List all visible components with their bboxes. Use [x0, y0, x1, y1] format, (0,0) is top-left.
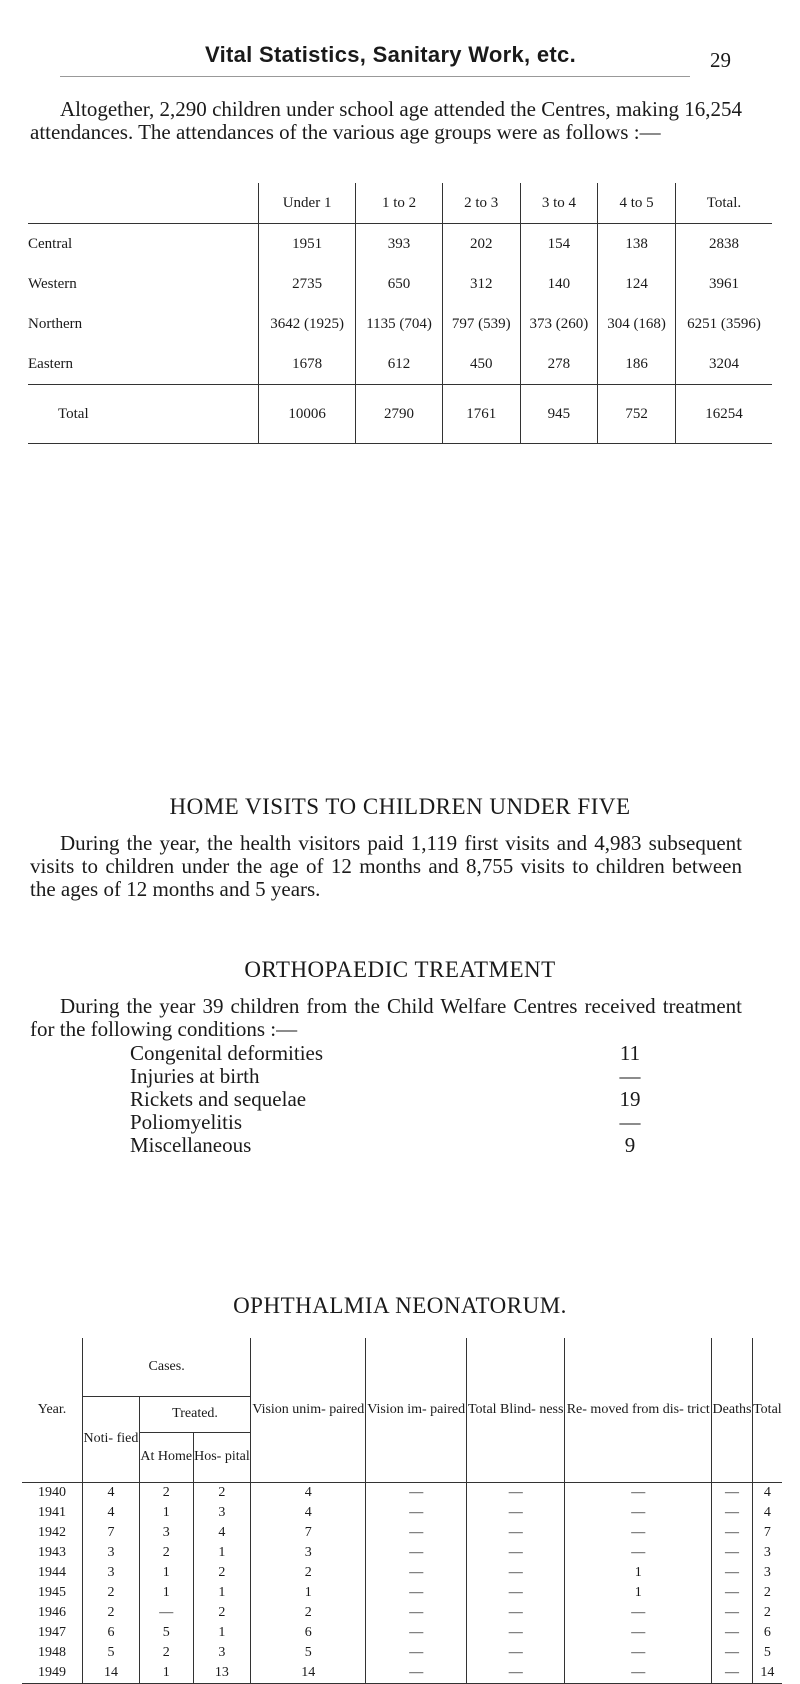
cell: 1 — [565, 1563, 712, 1583]
cell: 2 — [83, 1583, 140, 1603]
cell: 373 (260) — [520, 304, 598, 344]
treated-header: Treated. — [139, 1396, 250, 1432]
col-header: Under 1 — [259, 183, 356, 224]
cell: — — [467, 1563, 565, 1583]
cell: — — [366, 1543, 467, 1563]
cell: 3 — [83, 1543, 140, 1563]
intro-paragraph: Altogether, 2,290 children under school age attended the Centres, making 16,254 attendances. The attendances of the various age groups were as follows :— — [30, 97, 742, 144]
cell: — — [467, 1523, 565, 1543]
ophthalmia-title: OPHTHALMIA NEONATORUM. — [233, 1293, 567, 1318]
total-cell: 16254 — [675, 385, 772, 444]
cell: 6 — [83, 1623, 140, 1643]
header-rule — [60, 76, 690, 77]
cell: — — [467, 1543, 565, 1563]
table-row — [22, 1663, 782, 1684]
cell: — — [467, 1503, 565, 1523]
cell: 4 — [752, 1503, 782, 1523]
cell: — — [366, 1482, 467, 1503]
cell: 4 — [83, 1482, 140, 1503]
cell: 5 — [752, 1643, 782, 1663]
cell: 14 — [83, 1663, 140, 1684]
cell: 1 — [193, 1543, 251, 1563]
cell: 3 — [752, 1563, 782, 1583]
cell: 1940 — [38, 1484, 66, 1500]
deaths-header: Deaths — [712, 1338, 753, 1482]
cell: — — [712, 1603, 753, 1623]
cell: 6251 (3596) — [675, 304, 772, 344]
cell: — — [139, 1603, 193, 1623]
cell: 140 — [520, 264, 598, 304]
cell: — — [712, 1543, 753, 1563]
cell: 4 — [193, 1523, 251, 1543]
cell: 2735 — [259, 264, 356, 304]
table-row — [22, 1583, 782, 1603]
table-row — [22, 1643, 782, 1663]
total-cell: 752 — [598, 385, 676, 444]
condition-name: Injuries at birth — [130, 1064, 260, 1088]
cell: 3 — [251, 1543, 366, 1563]
cell: — — [712, 1643, 753, 1663]
cell: 186 — [598, 344, 676, 385]
col-header: 3 to 4 — [520, 183, 598, 224]
table-row — [22, 1543, 782, 1563]
cell: — — [366, 1523, 467, 1543]
table-row — [22, 1503, 782, 1523]
cell: 14 — [251, 1663, 366, 1684]
cell: — — [467, 1583, 565, 1603]
total-label: Total — [28, 385, 259, 444]
cell: 1941 — [38, 1504, 66, 1520]
cell: 2 — [752, 1603, 782, 1623]
cell: 14 — [752, 1663, 782, 1684]
at-home-header: At Home — [139, 1432, 193, 1482]
cell: 2 — [139, 1543, 193, 1563]
cell: — — [366, 1583, 467, 1603]
cell: 2838 — [675, 224, 772, 265]
cell: 7 — [752, 1523, 782, 1543]
cell: — — [467, 1663, 565, 1684]
hospital-header: Hos- pital — [193, 1432, 251, 1482]
cell: — — [565, 1503, 712, 1523]
total-cell: 2790 — [356, 385, 443, 444]
cell: — — [565, 1543, 712, 1563]
cell: — — [467, 1623, 565, 1643]
year-header: Year. — [22, 1338, 83, 1482]
total-cell: 945 — [520, 385, 598, 444]
cell: 1944 — [38, 1564, 66, 1580]
condition-name: Miscellaneous — [130, 1133, 252, 1157]
cell: 1 — [193, 1623, 251, 1643]
cell: — — [712, 1623, 753, 1643]
cell: — — [366, 1643, 467, 1663]
cell: 2 — [193, 1603, 251, 1623]
condition-name: Rickets and sequelae — [130, 1087, 307, 1111]
row-label: Western — [28, 275, 77, 292]
cell: — — [565, 1523, 712, 1543]
cell: — — [366, 1603, 467, 1623]
cell: 3 — [193, 1503, 251, 1523]
cell: 650 — [356, 264, 443, 304]
cell: 6 — [251, 1623, 366, 1643]
unimpaired-header: Vision unim- paired — [251, 1338, 366, 1482]
cell: 1942 — [38, 1524, 66, 1540]
table-row — [22, 1623, 782, 1643]
cell: 1951 — [259, 224, 356, 265]
impaired-header: Vision im- paired — [366, 1338, 467, 1482]
cases-header: Cases. — [83, 1338, 251, 1396]
cell: 1943 — [38, 1544, 66, 1560]
cell: 4 — [251, 1503, 366, 1523]
cell: 278 — [520, 344, 598, 385]
cell: 2 — [193, 1482, 251, 1503]
cell: 3 — [83, 1563, 140, 1583]
row-label: Eastern — [28, 344, 259, 385]
table-row — [22, 1603, 782, 1623]
cell: 3 — [139, 1523, 193, 1543]
cell: — — [712, 1663, 753, 1684]
cell: 1 — [139, 1503, 193, 1523]
total-header: Total — [752, 1338, 782, 1482]
condition-value: 9 — [624, 1133, 636, 1157]
cell: 1947 — [38, 1624, 66, 1640]
ophthalmia-table — [22, 1338, 782, 1684]
cell: — — [366, 1623, 467, 1643]
cell: 1946 — [38, 1604, 66, 1620]
cell: 4 — [752, 1482, 782, 1503]
cell: 1 — [251, 1583, 366, 1603]
row-label: Northern — [28, 315, 83, 332]
cell: — — [712, 1503, 753, 1523]
cell: 1948 — [38, 1644, 66, 1660]
cell: 4 — [83, 1503, 140, 1523]
cell: 612 — [356, 344, 443, 385]
running-head: Vital Statistics, Sanitary Work, etc. — [205, 42, 576, 67]
condition-name: Congenital deformities — [130, 1041, 324, 1065]
condition-name: Poliomyelitis — [130, 1110, 243, 1134]
cell: — — [712, 1563, 753, 1583]
table-row — [22, 1563, 782, 1583]
cell: 6 — [752, 1623, 782, 1643]
cell: — — [366, 1503, 467, 1523]
cell: 312 — [442, 264, 520, 304]
cell: — — [712, 1523, 753, 1543]
home-visits-paragraph: During the year, the health visitors paid 1,119 first visits and 4,983 subsequent visits to children under the age of 12 months and 8,755 visits to children between the ages of 12 months and 5 years. — [30, 831, 742, 901]
orthopaedic-title: ORTHOPAEDIC TREATMENT — [244, 957, 556, 982]
cell: 1678 — [259, 344, 356, 385]
condition-value: — — [619, 1064, 641, 1088]
cell: — — [565, 1663, 712, 1684]
cell: 2 — [752, 1583, 782, 1603]
cell: 3961 — [675, 264, 772, 304]
cell: 1 — [193, 1583, 251, 1603]
cell: — — [366, 1663, 467, 1684]
cell: 154 — [520, 224, 598, 265]
cell: — — [565, 1643, 712, 1663]
blindness-header: Total Blind- ness — [467, 1338, 565, 1482]
cell: 5 — [83, 1643, 140, 1663]
notified-header: Noti- fied — [83, 1396, 140, 1482]
cell: 2 — [83, 1603, 140, 1623]
cell: 5 — [251, 1643, 366, 1663]
cell: 393 — [356, 224, 443, 265]
cell: 5 — [139, 1623, 193, 1643]
cell: 1945 — [38, 1584, 66, 1600]
cell: — — [467, 1482, 565, 1503]
cell: 7 — [83, 1523, 140, 1543]
cell: 3 — [752, 1543, 782, 1563]
cell: 1949 — [22, 1663, 83, 1684]
cell: 202 — [442, 224, 520, 265]
cell: — — [712, 1482, 753, 1503]
col-header: 2 to 3 — [442, 183, 520, 224]
corner-cell — [28, 183, 259, 224]
cell: — — [467, 1603, 565, 1623]
cell: 2 — [251, 1603, 366, 1623]
cell: — — [467, 1643, 565, 1663]
cell: — — [366, 1563, 467, 1583]
cell: 7 — [251, 1523, 366, 1543]
table-row — [22, 1482, 782, 1503]
cell: 1135 (704) — [356, 304, 443, 344]
home-visits-title: HOME VISITS TO CHILDREN UNDER FIVE — [169, 794, 631, 819]
cell: — — [565, 1482, 712, 1503]
cell: 1 — [139, 1563, 193, 1583]
orthopaedic-paragraph: During the year 39 children from the Child Welfare Centres received treatment for the following conditions :— — [30, 994, 742, 1041]
cell: — — [712, 1583, 753, 1603]
cell: 1 — [565, 1583, 712, 1603]
cell: 4 — [251, 1482, 366, 1503]
cell: 797 (539) — [442, 304, 520, 344]
table-row — [22, 1523, 782, 1543]
cell: 124 — [598, 264, 676, 304]
col-header: Total. — [675, 183, 772, 224]
removed-header: Re- moved from dis- trict — [565, 1338, 712, 1482]
cell: 3 — [193, 1643, 251, 1663]
cell: 13 — [193, 1663, 251, 1684]
cell: 1 — [139, 1663, 193, 1684]
total-cell: 10006 — [259, 385, 356, 444]
row-label: Central — [28, 235, 73, 252]
cell: 450 — [442, 344, 520, 385]
page-number: 29 — [710, 48, 731, 72]
cell: 3204 — [675, 344, 772, 385]
cell: 138 — [598, 224, 676, 265]
cell: 304 (168) — [598, 304, 676, 344]
condition-value: 19 — [619, 1087, 641, 1111]
col-header: 1 to 2 — [356, 183, 443, 224]
cell: 2 — [139, 1482, 193, 1503]
cell: 2 — [139, 1643, 193, 1663]
cell: 3642 (1925) — [259, 304, 356, 344]
cell: — — [565, 1623, 712, 1643]
cell: 1 — [139, 1583, 193, 1603]
total-cell: 1761 — [442, 385, 520, 444]
cell: — — [565, 1603, 712, 1623]
condition-value: 11 — [619, 1041, 641, 1065]
cell: 2 — [193, 1563, 251, 1583]
cell: 2 — [251, 1563, 366, 1583]
col-header: 4 to 5 — [598, 183, 676, 224]
attendance-table — [28, 183, 772, 444]
condition-value: — — [619, 1110, 641, 1134]
